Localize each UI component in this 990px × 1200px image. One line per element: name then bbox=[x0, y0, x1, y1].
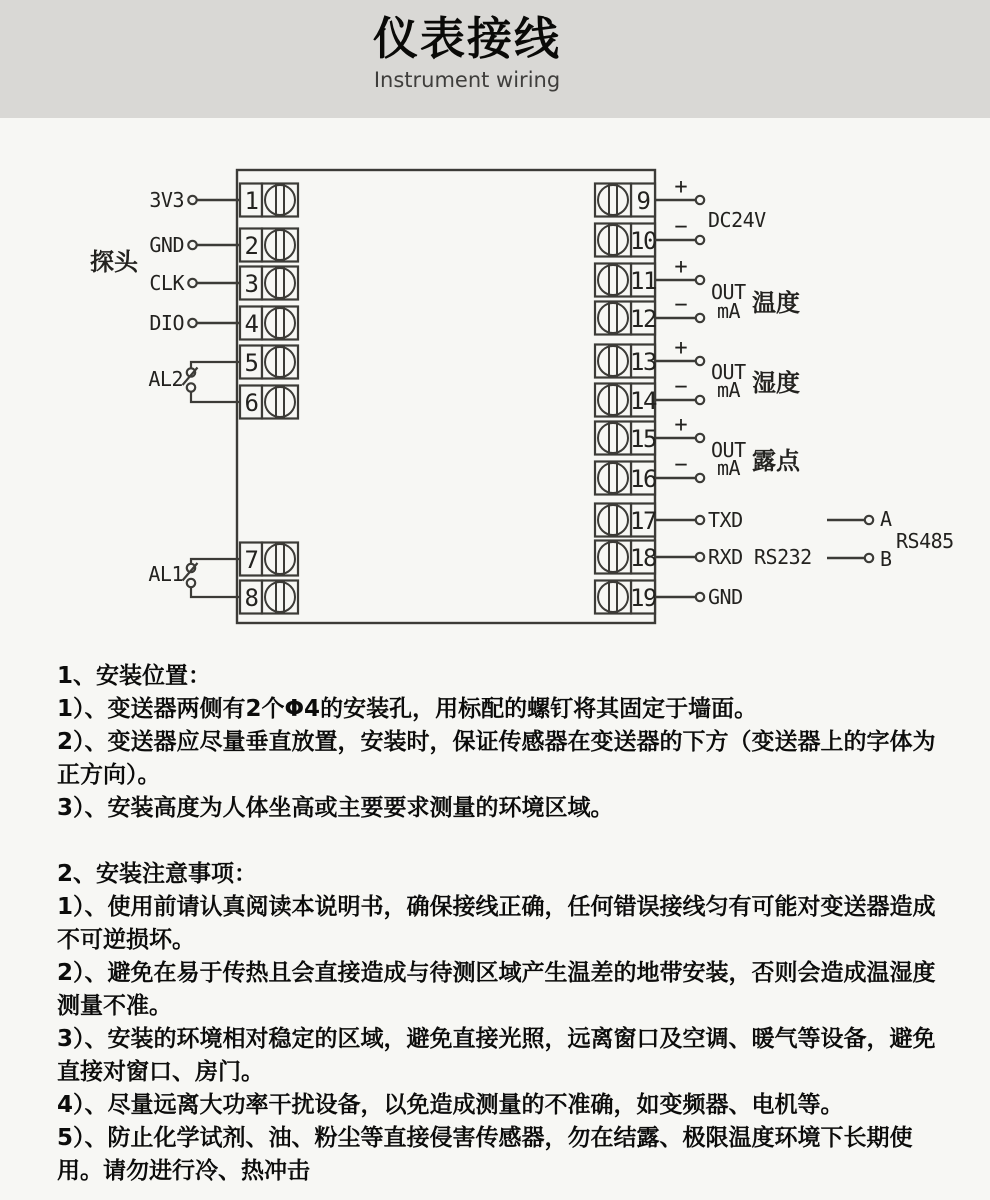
terminal-screw-box bbox=[595, 581, 631, 614]
terminal-screw-box bbox=[595, 345, 631, 378]
plus-sign: + bbox=[674, 335, 688, 361]
pin-label-dio: DIO bbox=[149, 311, 184, 335]
minus-sign: − bbox=[674, 452, 688, 478]
terminal-screw-box bbox=[262, 543, 298, 576]
ma-label: mA bbox=[717, 456, 741, 480]
instruction-item: 2）、避免在易于传热且会直接造成与待测区域产生温差的地带安装，否则会造成温湿度测量不准。 bbox=[57, 960, 936, 1019]
pin-node bbox=[696, 474, 704, 482]
probe-label: 探头 bbox=[90, 248, 138, 276]
terminal-10 bbox=[595, 224, 704, 257]
terminal-screw-box bbox=[595, 541, 631, 574]
pin-node bbox=[696, 276, 704, 284]
terminal-screw-box bbox=[595, 184, 631, 217]
terminal-number: 3 bbox=[244, 270, 258, 298]
plus-sign: + bbox=[674, 412, 688, 438]
probe-section bbox=[90, 188, 184, 335]
terminal-number: 14 bbox=[630, 387, 656, 415]
terminal-17 bbox=[595, 504, 704, 537]
al2-label: AL2 bbox=[148, 367, 183, 391]
rs485-a-node bbox=[865, 516, 873, 524]
terminal-11 bbox=[595, 264, 704, 297]
terminal-number: 17 bbox=[630, 507, 656, 535]
terminal-screw-box bbox=[595, 224, 631, 257]
rs485-a-label: A bbox=[880, 507, 892, 531]
terminal-3 bbox=[188, 267, 298, 300]
page-header bbox=[0, 0, 990, 118]
terminal-number: 6 bbox=[244, 389, 258, 417]
txd-label: TXD bbox=[708, 508, 743, 532]
installation-instructions bbox=[0, 660, 939, 1188]
ma-label: mA bbox=[717, 299, 741, 323]
terminal-number: 19 bbox=[630, 584, 656, 612]
terminal-number: 2 bbox=[244, 232, 258, 260]
terminal-screw-box bbox=[262, 346, 298, 379]
terminal-6 bbox=[240, 386, 298, 419]
terminal-number: 7 bbox=[244, 546, 258, 574]
al2-bottom-wire bbox=[191, 392, 239, 402]
out-label: OUT bbox=[711, 438, 746, 462]
section-install-notes bbox=[57, 858, 939, 1188]
terminal-8 bbox=[240, 581, 298, 614]
terminal-number: 4 bbox=[244, 310, 258, 338]
pin-node bbox=[188, 241, 196, 249]
pin-node bbox=[696, 357, 704, 365]
instruction-item: 1）、使用前请认真阅读本说明书，确保接线正确，任何错误接线匀有可能对变送器造成不可逆损坏。 bbox=[57, 894, 936, 953]
terminal-number: 8 bbox=[244, 584, 258, 612]
page-title: 仪表接线 bbox=[372, 12, 561, 65]
pin-node bbox=[696, 516, 704, 524]
terminal-number: 18 bbox=[630, 544, 656, 572]
terminal-9 bbox=[595, 184, 704, 217]
terminal-screw-box bbox=[262, 307, 298, 340]
terminal-number: 15 bbox=[630, 425, 656, 453]
output-humidity bbox=[711, 360, 800, 402]
terminal-screw-box bbox=[595, 302, 631, 335]
terminal-1 bbox=[188, 184, 298, 217]
output-dewpoint bbox=[711, 438, 801, 480]
section-heading: 1、安装位置： bbox=[57, 663, 212, 689]
instruction-item: 2）、变送器应尽量垂直放置，安装时，保证传感器在变送器的下方（变送器上的字体为正方向）。 bbox=[57, 729, 936, 788]
rxd-label: RXD bbox=[708, 545, 743, 569]
pin-node bbox=[188, 196, 196, 204]
al1-bottom-wire bbox=[191, 587, 239, 597]
terminal-screw-box bbox=[262, 581, 298, 614]
pin-node bbox=[188, 279, 196, 287]
ma-label: mA bbox=[717, 378, 741, 402]
output-temperature bbox=[711, 280, 800, 323]
terminal-screw-box bbox=[262, 386, 298, 419]
minus-sign: − bbox=[674, 374, 688, 400]
alarm-al1 bbox=[148, 559, 239, 597]
terminal-16 bbox=[595, 462, 704, 495]
dewpoint-label: 露点 bbox=[752, 447, 800, 475]
terminal-number: 11 bbox=[630, 267, 656, 295]
pin-node bbox=[696, 314, 704, 322]
pin-node bbox=[696, 553, 704, 561]
out-label: OUT bbox=[711, 360, 746, 384]
terminal-18 bbox=[595, 541, 704, 574]
rs485-label: RS485 bbox=[896, 529, 954, 553]
section-install-position bbox=[57, 660, 939, 825]
gnd-label: GND bbox=[708, 585, 743, 609]
plus-sign: + bbox=[674, 254, 688, 280]
rs485-section bbox=[827, 507, 954, 571]
minus-sign: − bbox=[674, 214, 688, 240]
humidity-label: 湿度 bbox=[752, 369, 800, 397]
pin-node bbox=[696, 593, 704, 601]
power-label: DC24V bbox=[708, 208, 766, 232]
instruction-item: 4）、尽量远离大功率干扰设备，以免造成测量的不准确，如变频器、电机等。 bbox=[57, 1092, 844, 1118]
pin-node bbox=[696, 396, 704, 404]
terminal-number: 13 bbox=[630, 348, 656, 376]
terminal-screw-box bbox=[262, 229, 298, 262]
instruction-item: 3）、安装高度为人体坐高或主要要求测量的环境区域。 bbox=[57, 795, 614, 821]
al1-contact-bottom bbox=[187, 579, 195, 587]
page-subtitle: Instrument wiring bbox=[373, 68, 561, 92]
al1-label: AL1 bbox=[148, 562, 183, 586]
terminal-screw-box bbox=[595, 504, 631, 537]
alarm-al2 bbox=[148, 362, 239, 402]
terminal-screw-box bbox=[262, 267, 298, 300]
al2-top-wire bbox=[191, 362, 239, 368]
al2-contact-bottom bbox=[187, 383, 195, 391]
instruction-item: 1）、变送器两侧有2个Φ4的安装孔，用标配的螺钉将其固定于墙面。 bbox=[57, 696, 758, 722]
out-label: OUT bbox=[711, 280, 746, 304]
terminal-number: 5 bbox=[244, 349, 258, 377]
terminal-5 bbox=[240, 346, 298, 379]
pin-label-clk: CLK bbox=[149, 271, 184, 295]
terminal-number: 10 bbox=[630, 227, 656, 255]
terminal-2 bbox=[188, 229, 298, 262]
pin-node bbox=[696, 434, 704, 442]
terminal-number: 12 bbox=[630, 305, 656, 333]
rs485-b-label: B bbox=[880, 547, 892, 571]
rs485-b-node bbox=[865, 554, 873, 562]
instruction-item: 3）、安装的环境相对稳定的区域，避免直接光照，远离窗口及空调、暖气等设备，避免直接对窗口、房门。 bbox=[57, 1026, 936, 1085]
plus-sign: + bbox=[674, 174, 688, 200]
pin-label-gnd: GND bbox=[149, 233, 184, 257]
rs232-label: RS232 bbox=[754, 545, 812, 569]
instrument-body bbox=[237, 170, 655, 623]
pin-label-3v3: 3V3 bbox=[149, 188, 184, 212]
instruction-item: 5）、防止化学试剂、油、粉尘等直接侵害传感器，勿在结露、极限温度环境下长期使用。请勿进行冷、热冲击 bbox=[57, 1125, 913, 1184]
terminal-screw-box bbox=[595, 384, 631, 417]
al1-top-wire bbox=[191, 559, 239, 564]
terminal-blocks bbox=[188, 184, 704, 614]
wiring-diagram bbox=[0, 118, 990, 660]
terminal-screw-box bbox=[595, 264, 631, 297]
terminal-screw-box bbox=[595, 462, 631, 495]
section-heading: 2、安装注意事项： bbox=[57, 861, 258, 887]
terminal-19 bbox=[595, 581, 704, 614]
serial-labels bbox=[708, 508, 812, 609]
terminal-7 bbox=[240, 543, 298, 576]
temperature-label: 温度 bbox=[752, 289, 800, 317]
pin-node bbox=[696, 196, 704, 204]
terminal-14 bbox=[595, 384, 704, 417]
terminal-screw-box bbox=[595, 422, 631, 455]
minus-sign: − bbox=[674, 292, 688, 318]
terminal-4 bbox=[188, 307, 298, 340]
terminal-12 bbox=[595, 302, 704, 335]
pin-node bbox=[696, 236, 704, 244]
terminal-screw-box bbox=[262, 184, 298, 217]
terminal-number: 9 bbox=[636, 187, 650, 215]
terminal-number: 1 bbox=[244, 187, 258, 215]
terminal-15 bbox=[595, 422, 704, 455]
polarity-signs bbox=[674, 175, 687, 478]
pin-node bbox=[188, 319, 196, 327]
terminal-number: 16 bbox=[630, 465, 656, 493]
terminal-13 bbox=[595, 345, 704, 378]
